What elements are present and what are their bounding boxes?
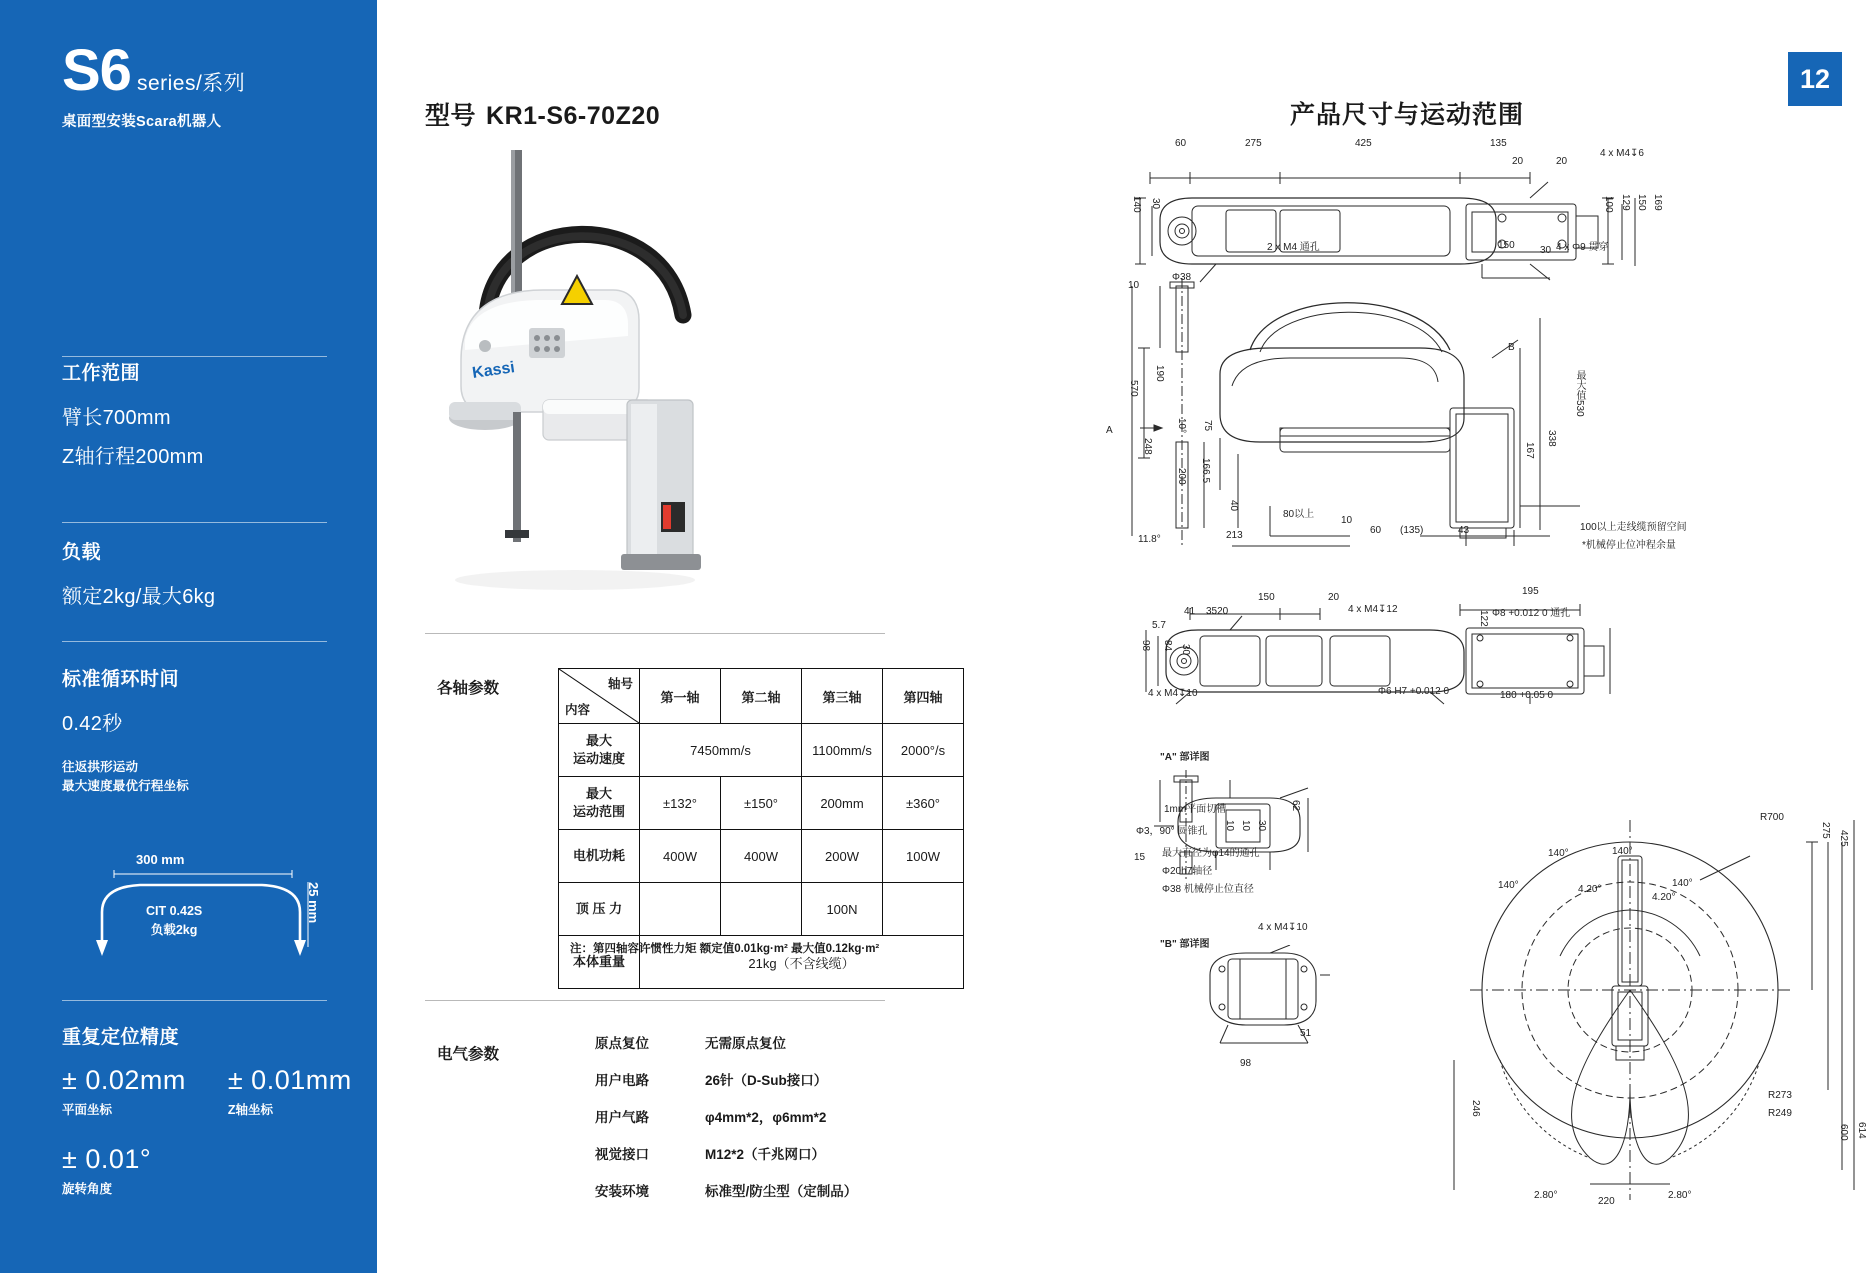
work-range-title: 工作范围 xyxy=(62,363,141,384)
table-note: 注：第四轴容许惯性力矩 额定值0.01kg·m² 最大值0.12kg·m² xyxy=(570,943,880,955)
table-row xyxy=(559,777,964,830)
cell-max-range-3: 200mm xyxy=(802,777,883,830)
cell-max-range-4: ±360° xyxy=(883,777,964,830)
dim-bot-98: 98 xyxy=(1140,640,1151,652)
cycle-time-value: 0.42秒 xyxy=(62,713,123,735)
precision-caption-3: 旋转角度 xyxy=(62,1182,113,1196)
center-divider-2 xyxy=(425,1000,885,1001)
precision-value-2: ± 0.01mm xyxy=(227,1065,352,1095)
drawing-motion-range xyxy=(1440,760,1860,1230)
precision-item-2 xyxy=(228,1065,352,1118)
dim-bot-phi6h7: Φ6 H7 +0.012 0 xyxy=(1378,686,1450,697)
precision-row-1 xyxy=(62,1065,362,1118)
note-stop-margin: *机械停止位冲程余量 xyxy=(1582,540,1676,551)
table-col-4: 第四轴 xyxy=(883,669,964,724)
table-row xyxy=(559,883,964,936)
sidebar xyxy=(0,0,377,1273)
dim-bot-122: 122 xyxy=(1478,610,1489,627)
dim-side-75: 75 xyxy=(1202,420,1213,432)
dim-side-phi38: Φ38 xyxy=(1172,272,1192,283)
cycle-note2: 最大速度最优行程坐标 xyxy=(62,778,190,793)
model-code: KR1-S6-70Z20 xyxy=(486,102,661,130)
dim-side-213: 213 xyxy=(1226,530,1243,541)
dim-top-4xm4: 4 x M4↧6 xyxy=(1600,148,1644,159)
center-divider-1 xyxy=(425,633,885,634)
dim-mr-425: 425 xyxy=(1838,830,1849,847)
precision-caption-2: Z轴坐标 xyxy=(227,1103,273,1117)
dim-top-20b: 20 xyxy=(1556,156,1568,167)
dim-a-15: 15 xyxy=(1134,852,1146,863)
cell-press-2 xyxy=(721,883,802,936)
dim-bot-20: 20 xyxy=(1328,592,1340,603)
table-header-row xyxy=(559,669,964,724)
dim-mr-420a: 4.20° xyxy=(1578,884,1602,895)
elec-row xyxy=(595,1143,857,1163)
dim-bot-150: 150 xyxy=(1258,592,1275,603)
right-section-title: 产品尺寸与运动范围 xyxy=(1290,101,1525,129)
product-photo xyxy=(425,150,885,620)
work-range-line2: Z轴行程200mm xyxy=(62,446,204,468)
cell-motor-4: 100W xyxy=(883,830,964,883)
brand-description: 桌面型安装Scara机器人 xyxy=(62,114,222,130)
elec-key-5: 安装环境 xyxy=(595,1184,649,1199)
electrical-parameters xyxy=(595,1032,857,1217)
dim-side-A: A xyxy=(1106,425,1113,436)
dim-side-118: 11.8° xyxy=(1138,534,1161,545)
dim-mr-280a: 2.80° xyxy=(1534,1190,1558,1201)
dim-mr-420b: 4.20° xyxy=(1652,892,1676,903)
cell-max-speed-3: 1100mm/s xyxy=(802,724,883,777)
dim-a-cone: Φ3，90° 圆锥孔 xyxy=(1136,826,1208,837)
cycle-diagram-text1: CIT 0.42S xyxy=(146,904,203,918)
elec-row xyxy=(595,1106,857,1126)
elec-value-2: 26针（D-Sub接口） xyxy=(705,1073,828,1088)
row-label-weight: 本体重量 xyxy=(559,936,640,989)
dim-side-40: 40 xyxy=(1228,500,1239,512)
dim-mr-246: 246 xyxy=(1470,1100,1481,1117)
elec-value-1: 无需原点复位 xyxy=(705,1036,786,1051)
divider-2 xyxy=(62,522,327,523)
dim-b-51: 51 xyxy=(1300,1028,1312,1039)
cell-weight: 21kg（不含线缆） xyxy=(640,936,964,989)
cell-max-range-1: ±132° xyxy=(640,777,721,830)
work-range-line1: 臂长700mm xyxy=(62,407,171,429)
work-range-block xyxy=(62,358,204,479)
dim-top-140: 140 xyxy=(1131,196,1142,213)
row-label-max-speed: 最大 运动速度 xyxy=(559,724,640,777)
dim-mr-140a: 140° xyxy=(1548,848,1569,859)
divider-1 xyxy=(62,356,327,357)
dim-bot-180: 180 +0.05 0 xyxy=(1500,690,1554,701)
row-label-motor-power: 电机功耗 xyxy=(559,830,640,883)
dim-mr-140b: 140° xyxy=(1612,846,1633,857)
note-cable-space: 100以上走线缆预留空间 xyxy=(1580,522,1687,533)
cycle-diagram-height-label: 25 mm xyxy=(306,882,321,924)
cell-max-range-2: ±150° xyxy=(721,777,802,830)
brand-title: S6 xyxy=(62,38,131,103)
table-col-3: 第三轴 xyxy=(802,669,883,724)
dim-mr-220: 220 xyxy=(1598,1196,1615,1207)
elec-key-1: 原点复位 xyxy=(595,1036,649,1051)
dim-side-max530: 最大值530 xyxy=(1574,370,1585,417)
dim-bot-4xm4-10: 4 x M4↧10 xyxy=(1148,688,1198,699)
dim-bot-phi8: Φ8 +0.012 0 通孔 xyxy=(1492,608,1571,619)
precision-block xyxy=(62,1022,362,1197)
elec-value-3: φ4mm*2，φ6mm*2 xyxy=(705,1110,827,1125)
dim-mr-r249: R249 xyxy=(1768,1108,1792,1119)
elec-row xyxy=(595,1069,857,1089)
dim-mr-600: 600 xyxy=(1838,1124,1849,1141)
dim-a-shaft: Φ20h7轴径 xyxy=(1162,866,1213,877)
dim-side-10deg: 10° xyxy=(1176,418,1187,434)
elec-row xyxy=(595,1180,857,1200)
payload-line1: 额定2kg/最大6kg xyxy=(62,586,216,608)
dim-a-10a: 10 xyxy=(1224,820,1235,832)
dim-side-570: 570 xyxy=(1128,380,1139,397)
dim-side-60: 60 xyxy=(1370,525,1382,536)
dim-b-4xm4: 4 x M4↧10 xyxy=(1258,922,1308,933)
cycle-note1: 往返拱形运动 xyxy=(62,760,139,774)
cell-motor-3: 200W xyxy=(802,830,883,883)
dim-top-30b: 30 xyxy=(1540,245,1552,256)
cell-press-4 xyxy=(883,883,964,936)
cycle-diagram xyxy=(62,852,327,972)
dim-top-150: 150 xyxy=(1636,194,1647,211)
cycle-diagram-width-label: 300 mm xyxy=(136,852,185,867)
brand-block xyxy=(62,38,246,131)
page-number-badge: 12 xyxy=(1788,52,1842,106)
dim-top-169: 169 xyxy=(1652,194,1663,211)
drawing-detail-b xyxy=(1180,945,1340,1065)
detail-b-title: "B" 部详图 xyxy=(1160,939,1210,950)
axis-section-label: 各轴参数 xyxy=(437,680,500,697)
table-row xyxy=(559,830,964,883)
dim-side-200: 200 xyxy=(1176,468,1187,485)
cell-motor-2: 400W xyxy=(721,830,802,883)
dim-side-190: 190 xyxy=(1154,365,1165,382)
dim-side-80up: 80以上 xyxy=(1283,509,1315,520)
table-corner-bottom: 内容 xyxy=(565,703,591,717)
elec-key-3: 用户气路 xyxy=(595,1110,649,1125)
dim-top-425: 425 xyxy=(1355,138,1372,149)
dim-side-B: B xyxy=(1508,342,1515,353)
dim-top-275: 275 xyxy=(1245,138,1262,149)
dim-a-62: 62 xyxy=(1290,800,1301,812)
precision-title: 重复定位精度 xyxy=(62,1027,180,1048)
dim-top-60: 60 xyxy=(1175,138,1187,149)
dim-top-2xm4: 2 x M4 通孔 xyxy=(1267,242,1320,253)
precision-value-1: ± 0.02mm xyxy=(62,1065,186,1095)
cell-motor-1: 400W xyxy=(640,830,721,883)
model-label: 型号 xyxy=(425,102,477,130)
cell-max-speed-4: 2000°/s xyxy=(883,724,964,777)
table-col-1: 第一轴 xyxy=(640,669,721,724)
dim-top-129: 129 xyxy=(1620,194,1631,211)
cycle-diagram-text2: 负载2kg xyxy=(150,922,198,937)
elec-key-4: 视觉接口 xyxy=(595,1147,649,1162)
elec-section-label: 电气参数 xyxy=(437,1046,500,1063)
dim-bot-3520: 3520 xyxy=(1206,606,1229,617)
elec-key-2: 用户电路 xyxy=(595,1073,649,1088)
dim-top-135: 135 xyxy=(1490,138,1507,149)
dim-mr-614: 614 xyxy=(1856,1122,1867,1139)
payload-block xyxy=(62,537,215,619)
dim-side-338: 338 xyxy=(1546,430,1557,447)
precision-item-3 xyxy=(62,1144,362,1197)
dim-side-1665: 166.5 xyxy=(1200,458,1211,484)
table-col-2: 第二轴 xyxy=(721,669,802,724)
precision-value-3: ± 0.01° xyxy=(62,1144,152,1174)
dim-top-100: 100 xyxy=(1603,196,1614,213)
dim-mr-280b: 2.80° xyxy=(1668,1190,1692,1201)
dim-bot-41: 41 xyxy=(1184,606,1196,617)
divider-4 xyxy=(62,1000,327,1001)
precision-item-1 xyxy=(62,1065,186,1118)
row-label-max-range: 最大 运动范围 xyxy=(559,777,640,830)
dim-mr-275: 275 xyxy=(1820,822,1831,839)
dim-bot-195: 195 xyxy=(1522,586,1539,597)
dim-b-98: 98 xyxy=(1240,1058,1252,1069)
dim-top-20a: 20 xyxy=(1512,156,1524,167)
cell-max-speed-12: 7450mm/s xyxy=(640,724,802,777)
dim-side-10b: 10 xyxy=(1341,515,1353,526)
model-title xyxy=(425,96,660,132)
dim-a-hole: 最大直径为φ14的通孔 xyxy=(1162,848,1260,859)
table-corner-cell xyxy=(559,669,640,724)
table-corner-top: 轴号 xyxy=(607,677,633,691)
dim-side-167: 167 xyxy=(1524,442,1535,459)
dim-bot-30: 30 xyxy=(1180,644,1191,656)
dim-side-10: 10 xyxy=(1128,280,1140,291)
brand-subtitle: series/系列 xyxy=(136,72,246,95)
dim-top-4xphi9: 4 x Φ9 贯穿 xyxy=(1556,242,1609,253)
dim-bot-57: 5.7 xyxy=(1152,620,1166,631)
dim-a-10b: 10 xyxy=(1240,820,1251,832)
dim-a-stopdia: Φ38 机械停止位直径 xyxy=(1162,884,1254,895)
dim-top-150b: 150 xyxy=(1498,240,1515,251)
dim-mr-140d: 140° xyxy=(1672,878,1693,889)
cell-press-3: 100N xyxy=(802,883,883,936)
row-label-press-force: 顶 压 力 xyxy=(559,883,640,936)
elec-value-4: M12*2（千兆网口） xyxy=(705,1147,826,1162)
elec-value-5: 标准型/防尘型（定制品） xyxy=(705,1184,858,1199)
cycle-time-title: 标准循环时间 xyxy=(62,669,180,690)
cycle-diagram-text xyxy=(146,902,202,940)
dim-side-135: (135) xyxy=(1400,525,1424,536)
divider-3 xyxy=(62,641,327,642)
elec-row xyxy=(595,1032,857,1052)
payload-title: 负载 xyxy=(62,542,102,563)
dim-bot-4xm4-12: 4 x M4↧12 xyxy=(1348,604,1398,615)
dim-mr-r273: R273 xyxy=(1768,1090,1792,1101)
cycle-time-block xyxy=(62,664,189,796)
dim-top-30: 30 xyxy=(1150,198,1161,210)
svg-text:Kassi: Kassi xyxy=(471,359,516,382)
dim-a-groove: 1mm平面切槽 xyxy=(1164,804,1227,815)
table-row xyxy=(559,724,964,777)
cell-press-1 xyxy=(640,883,721,936)
dim-a-30: 30 xyxy=(1256,820,1267,832)
dim-side-248: 248 xyxy=(1142,438,1153,455)
detail-a-title: "A" 部详图 xyxy=(1160,752,1210,763)
precision-caption-1: 平面坐标 xyxy=(62,1103,113,1117)
dim-mr-140c: 140° xyxy=(1498,880,1519,891)
dim-bot-84: 84 xyxy=(1162,640,1173,652)
dim-side-43: 43 xyxy=(1458,525,1470,536)
dim-mr-r700: R700 xyxy=(1760,812,1784,823)
